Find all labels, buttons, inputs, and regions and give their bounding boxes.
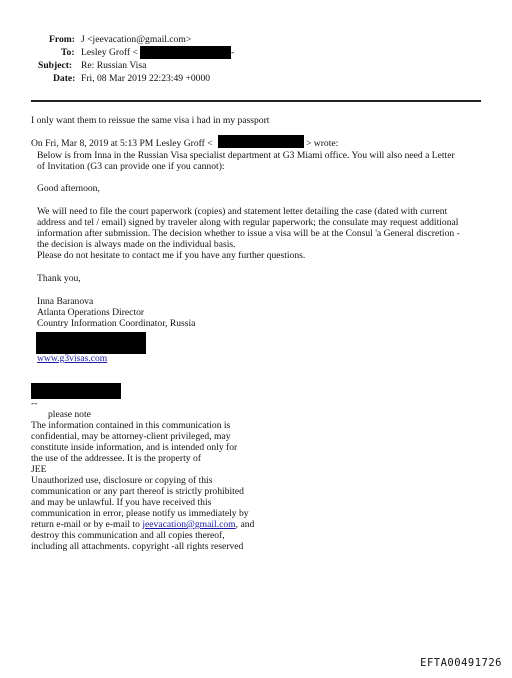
greeting: Good afternoon, — [37, 183, 100, 194]
disclaimer-line: Unauthorized use, disclosure or copying of this — [31, 475, 213, 486]
reply-line: I only want them to reissue the same visa i had in my passport — [31, 115, 270, 126]
disclaimer-line: The information contained in this communication is — [31, 420, 231, 431]
signature-title: Atlanta Operations Director — [37, 307, 145, 318]
redaction-quote-email — [218, 135, 304, 148]
redaction-block — [31, 383, 121, 399]
from-label: From: — [49, 34, 75, 45]
to-value: Lesley Groff < — [81, 47, 138, 58]
date-value: Fri, 08 Mar 2019 22:23:49 +0000 — [81, 73, 211, 84]
disclaimer-link-suffix: , and — [235, 519, 255, 530]
redaction-to-email — [140, 46, 231, 59]
header-divider — [31, 100, 481, 102]
paragraph-line: the decision is always made on the individual basis. — [37, 239, 236, 250]
date-label: Date: — [53, 73, 76, 84]
subject-label: Subject: — [38, 60, 73, 71]
disclaimer-line: confidential, may be attorney-client privileged, may — [31, 431, 231, 442]
disclaimer-link-line — [31, 519, 254, 530]
signature-dashes: -- — [31, 398, 38, 409]
quote-line: of Invitation (G3 can provide one if you cannot): — [37, 161, 225, 172]
redaction-signature — [36, 332, 146, 354]
to-label: To: — [61, 47, 75, 58]
quote-intro-prefix: On Fri, Mar 8, 2019 at 5:13 PM Lesley Groff < — [31, 138, 213, 149]
email-link[interactable]: jeevacation@gmail.com — [142, 519, 236, 530]
quote-line: Below is from Inna in the Russian Visa specialist department at G3 Miami office. You will also need a Letter — [37, 150, 455, 161]
disclaimer-line: and may be unlawful. If you have received this — [31, 497, 212, 508]
from-value: J <jeevacation@gmail.com> — [81, 34, 192, 45]
disclaimer-line: constitute inside information, and is intended only for — [31, 442, 238, 453]
signature-name: Inna Baranova — [37, 296, 94, 307]
disclaimer-line: communication in error, please notify us immediately by — [31, 508, 249, 519]
disclaimer-line: including all attachments. copyright -all rights reserved — [31, 541, 244, 552]
disclaimer-line: destroy this communication and all copies thereof, — [31, 530, 225, 541]
disclaimer-line: the use of the addressee. It is the property of — [31, 453, 201, 464]
paragraph-line: Please do not hesitate to contact me if you have any further questions. — [37, 250, 306, 261]
website-link[interactable]: www.g3visas.com — [37, 353, 108, 364]
paragraph-line: address and tel / email) signed by traveler along with regular paperwork; the consulate may request additional — [37, 217, 459, 228]
paragraph-line: information after submission. The decision whether to issue a visa will be at the Consul 'a General discretion - — [37, 228, 460, 239]
document-id: EFTA00491726 — [420, 657, 502, 669]
thanks: Thank you, — [37, 273, 81, 284]
to-value-end: - — [231, 47, 235, 58]
quote-intro-suffix: > wrote: — [306, 138, 339, 149]
disclaimer-line: JEE — [31, 464, 47, 475]
paragraph-line: We will need to file the court paperwork (copies) and statement letter detailing the case (dated with current — [37, 206, 448, 217]
subject-value: Re: Russian Visa — [81, 60, 147, 71]
disclaimer-line: communication or any part thereof is strictly prohibited — [31, 486, 244, 497]
please-note: please note — [48, 409, 91, 420]
disclaimer-link-prefix: return e-mail or by e-mail to — [31, 519, 143, 530]
signature-role: Country Information Coordinator, Russia — [37, 318, 196, 329]
